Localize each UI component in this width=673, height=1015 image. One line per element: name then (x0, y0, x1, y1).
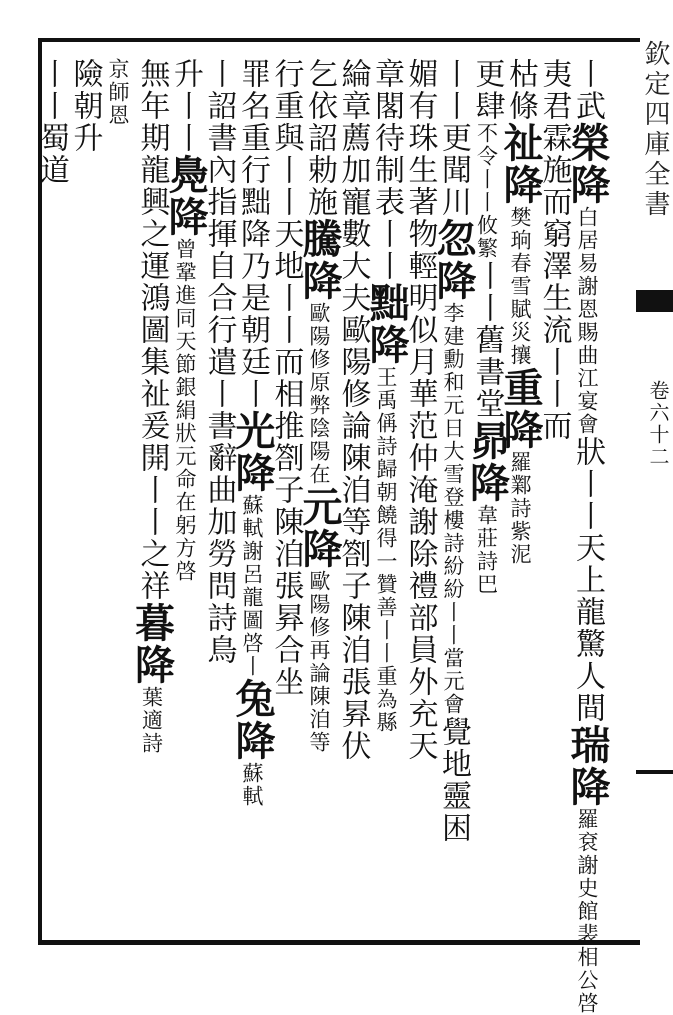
entry-citation: 王禹偁詩歸朝饒得一贊善丨丨重為縣 (374, 366, 398, 734)
text-column (430, 58, 477, 844)
entry-text: 乞依詔勅施 (302, 58, 337, 218)
text-column (128, 58, 176, 755)
entry-text: 霖施而窮澤生流丨丨而 (536, 122, 572, 442)
entry-heading: 騰降 (296, 218, 343, 302)
entry-text: 險朝升 (67, 58, 103, 154)
entry-heading: 暮降 (128, 602, 176, 686)
fish-tail-mark-lower (636, 770, 673, 774)
text-column (34, 58, 68, 186)
entry-text: 狀丨丨天上龍驚人間 (570, 436, 605, 724)
entry-heading: 元降 (296, 486, 343, 570)
entry-citation: 葉適詩 (139, 686, 164, 755)
text-column (564, 58, 611, 1015)
entry-text: 龍興之運鴻圖集祉爰開丨丨之祥 (134, 154, 170, 602)
entry-heading: 榮降 (564, 122, 611, 206)
entry-text: 丨丨舊書堂 (469, 260, 505, 420)
entry-text: 丨丨蜀道 (34, 58, 69, 186)
text-column (463, 58, 511, 596)
entry-citation: 歐陽修原弊陰陽在 (307, 302, 331, 486)
text-column (403, 58, 437, 762)
entry-text: 丨丨更聞川 (436, 58, 471, 218)
entry-heading: 兔降 (229, 678, 276, 762)
entry-citation: 歐陽修再論陳洎等 (307, 570, 331, 754)
entry-citation: 不令丨丨攸繁 (474, 122, 499, 260)
entry-text: 大夫歐陽修論陳洎等劄子陳洎張昪伏 (335, 250, 371, 762)
entry-text: 天地丨丨而相推 (268, 218, 304, 442)
text-column (229, 58, 276, 808)
fish-tail-mark (636, 290, 673, 312)
text-column (68, 58, 102, 154)
entry-heading: 忽降 (430, 218, 477, 302)
entry-text: 罪名重行黜降乃是朝廷丨 (235, 58, 270, 410)
entry-text: 詩鳥 (201, 602, 237, 666)
entry-citation: 白居易謝恩賜曲江宴會 (575, 206, 599, 436)
entry-citation: 李建勳和元日大雪登樓詩紛紛丨丨當元會 (441, 302, 465, 716)
entry-citation: 京師恩 (106, 58, 130, 127)
entry-text: 綸章薦加寵數 (335, 58, 371, 250)
text-column (336, 58, 370, 762)
entry-text: 著物輕明似月華范仲淹謝除禮部員外充天 (402, 186, 438, 762)
entry-text: 媚有珠生 (402, 58, 438, 186)
entry-text: 章閣待制表丨丨 (369, 58, 404, 282)
entry-text: 行重與丨丨 (268, 58, 304, 218)
entry-text: 丨詔書內指揮自合行遣 (201, 58, 237, 378)
entry-heading: 鳧降 (162, 154, 209, 238)
entry-text: 覺地靈困 (436, 716, 471, 844)
entry-citation: 樊珦春雪賦災攘 (508, 206, 532, 367)
entry-text: 劄子陳洎張昪合坐 (268, 442, 304, 698)
entry-heading: 祉降 (497, 122, 544, 206)
volume-label: 卷六十二 (646, 380, 670, 468)
text-column (363, 58, 410, 734)
entry-heading: 黜降 (363, 282, 410, 366)
entry-citation: 蘇軾 (240, 762, 264, 808)
text-column (162, 58, 209, 583)
entry-citation: 羅鄴詩紫泥 (508, 451, 532, 566)
entry-citation: 曾鞏進同天節銀絹狀元命在躬方啓 (173, 238, 197, 583)
text-column (269, 58, 303, 698)
entry-text: 丨武 (570, 58, 605, 122)
entry-text: 升丨丨 (168, 58, 203, 154)
text-column (296, 58, 343, 754)
entry-heading: 重降 (497, 367, 544, 451)
entry-heading: 瑞降 (564, 724, 611, 808)
entry-citation: 韋莊詩巴 (474, 504, 499, 596)
entry-text: 夷君 (536, 58, 572, 122)
text-column (101, 58, 135, 127)
entry-citation: 羅袞謝史館裴相公啓 (575, 808, 599, 1015)
entry-citation: 蘇軾謝呂龍圖啓丨 (240, 494, 264, 678)
entry-heading: 昴降 (463, 420, 511, 504)
entry-heading: 光降 (229, 410, 276, 494)
text-column (202, 58, 236, 666)
entry-text: 枯條 (503, 58, 538, 122)
book-title: 欽定四庫全書 (640, 40, 670, 220)
entry-text: 更肆 (469, 58, 505, 122)
entry-text: 無年期 (134, 58, 170, 154)
entry-text: 丨書辭曲加勞問 (201, 378, 237, 602)
